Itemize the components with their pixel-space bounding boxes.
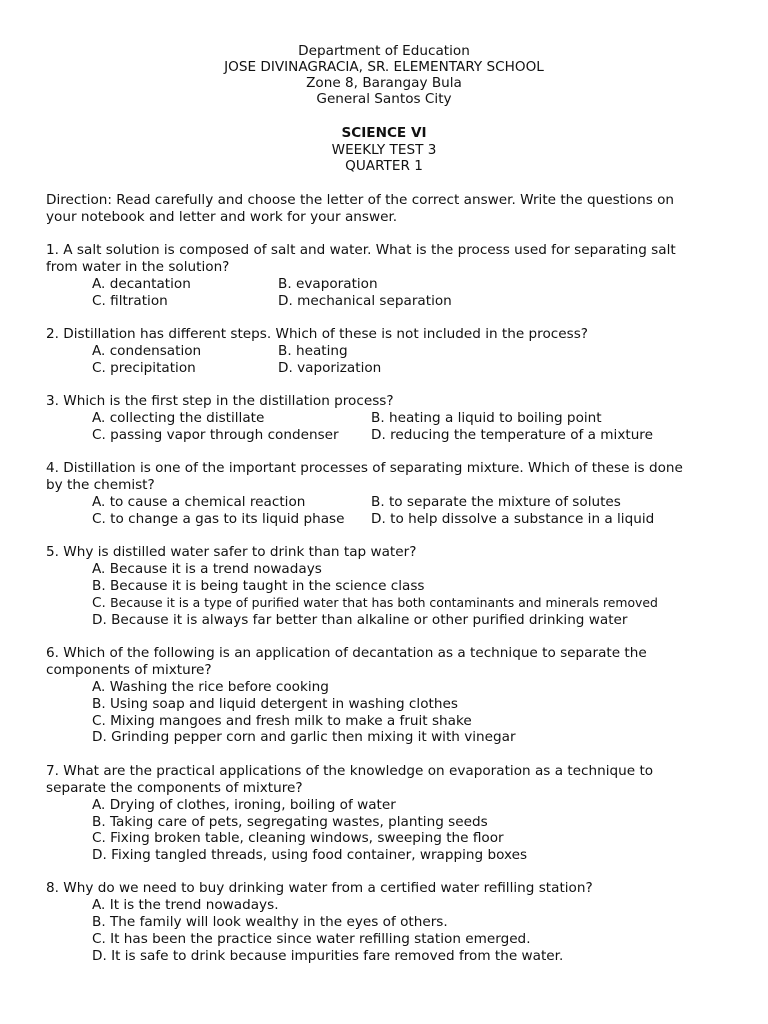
question-text: 2. Distillation has different steps. Which of these is not included in the process? — [46, 326, 589, 343]
school-address: Zone 8, Barangay Bula — [306, 75, 462, 91]
question-text: 1. A salt solution is composed of salt and water. What is the process used for separating salt — [46, 242, 676, 258]
test-document — [46, 43, 726, 965]
option-text: Because it is a type of purified water that has both contaminants and minerals removed — [110, 594, 658, 610]
option-c: C. Fixing broken table, cleaning windows, sweeping the floor — [92, 830, 504, 847]
directions — [46, 192, 726, 226]
test-title-block — [46, 125, 722, 175]
question-text: 6. Which of the following is an application of decantation as a technique to separate the — [46, 645, 647, 662]
option-a: A. collecting the distillate — [92, 410, 265, 427]
option-row — [46, 427, 726, 444]
school-header — [46, 43, 722, 107]
school-city: General Santos City — [316, 91, 452, 107]
option-d: D. vaporization — [278, 359, 382, 376]
question-6 — [46, 645, 726, 746]
direction-line-1: Direction: Read carefully and choose the letter of the correct answer. Write the questions on — [46, 191, 675, 208]
question-8 — [46, 880, 726, 964]
option-d: D. mechanical separation — [278, 292, 452, 309]
option-a: A. to cause a chemical reaction — [92, 494, 306, 511]
option-b: B. to separate the mixture of solutes — [371, 494, 621, 511]
option-d: D. It is safe to drink because impurities fare removed from the water. — [92, 947, 564, 964]
option-d: D. Grinding pepper corn and garlic then mixing it with vinegar — [92, 729, 516, 746]
option-c: C. to change a gas to its liquid phase — [92, 511, 345, 528]
option-row — [46, 511, 726, 528]
option-b: B. heating a liquid to boiling point — [371, 410, 602, 427]
option-row — [46, 276, 726, 293]
department-line: Department of Education — [298, 43, 470, 59]
option-b: B. Taking care of pets, segregating wastes, planting seeds — [92, 813, 488, 830]
option-letter: C. — [92, 594, 106, 611]
option-a: A. It is the trend nowadays. — [92, 897, 279, 914]
option-d: D. to help dissolve a substance in a liquid — [371, 511, 655, 528]
question-text: 8. Why do we need to buy drinking water from a certified water refilling station? — [46, 880, 593, 897]
direction-line-2: your notebook and letter and work for your answer. — [46, 208, 398, 225]
question-text: 5. Why is distilled water safer to drink than tap water? — [46, 544, 417, 561]
option-c: C. Mixing mangoes and fresh milk to make a fruit shake — [92, 712, 472, 729]
option-a: A. decantation — [92, 276, 191, 292]
option-b: B. The family will look wealthy in the eyes of others. — [92, 914, 448, 931]
option-c: C. filtration — [92, 292, 168, 309]
option-c: C. precipitation — [92, 359, 196, 376]
question-4 — [46, 460, 726, 528]
option-b: B. Using soap and liquid detergent in washing clothes — [92, 695, 458, 712]
question-3 — [46, 393, 726, 444]
option-d: D. Because it is always far better than alkaline or other purified drinking water — [92, 611, 628, 628]
option-d: D. reducing the temperature of a mixture — [371, 426, 653, 443]
option-row — [46, 360, 726, 377]
option-c: C. passing vapor through condenser — [92, 426, 339, 443]
question-text: from water in the solution? — [46, 259, 230, 275]
quarter-label: QUARTER 1 — [345, 158, 423, 174]
question-2 — [46, 326, 726, 377]
option-row — [46, 293, 726, 310]
question-text: 3. Which is the first step in the distillation process? — [46, 393, 394, 410]
question-text: separate the components of mixture? — [46, 779, 303, 796]
option-a: A. Drying of clothes, ironing, boiling of water — [92, 796, 396, 813]
option-a: A. Because it is a trend nowadays — [92, 561, 322, 578]
question-text: 7. What are the practical applications of the knowledge on evaporation as a technique to — [46, 762, 654, 779]
question-5 — [46, 544, 726, 628]
option-c — [46, 595, 726, 612]
question-text: components of mixture? — [46, 662, 212, 679]
option-row — [46, 410, 726, 427]
question-1 — [46, 242, 726, 310]
question-text: 4. Distillation is one of the important processes of separating mixture. Which of these is done — [46, 460, 683, 477]
option-d: D. Fixing tangled threads, using food container, wrapping boxes — [92, 847, 528, 864]
test-name: WEEKLY TEST 3 — [331, 141, 437, 158]
subject-title: SCIENCE VI — [341, 125, 427, 141]
school-name: JOSE DIVINAGRACIA, SR. ELEMENTARY SCHOOL — [224, 59, 544, 75]
option-b: B. evaporation — [278, 276, 378, 292]
option-a: A. condensation — [92, 343, 202, 360]
option-c: C. It has been the practice since water refilling station emerged. — [92, 931, 531, 948]
option-b: B. heating — [278, 343, 348, 360]
option-row — [46, 343, 726, 360]
option-b: B. Because it is being taught in the science class — [92, 578, 425, 595]
option-row — [46, 494, 726, 511]
question-7 — [46, 763, 726, 864]
question-text: by the chemist? — [46, 477, 155, 494]
option-a: A. Washing the rice before cooking — [92, 679, 329, 696]
